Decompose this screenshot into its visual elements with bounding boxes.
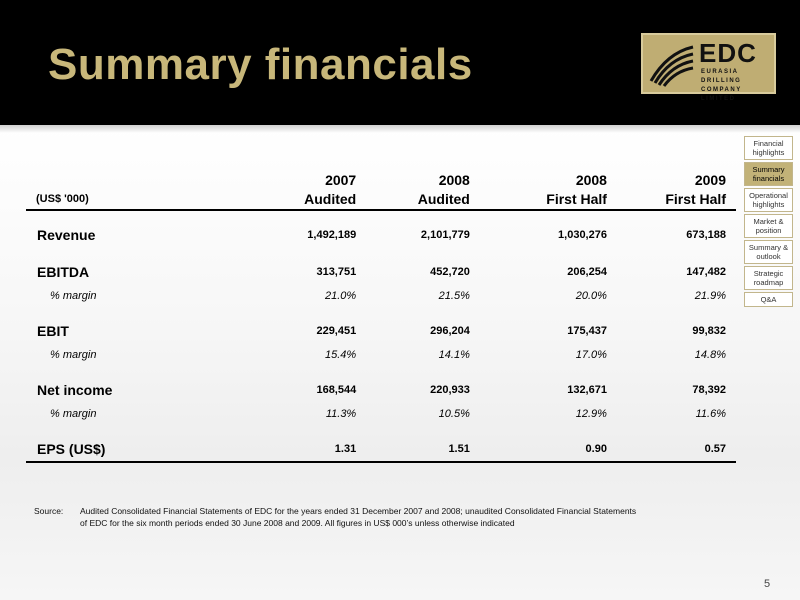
table-row-net-income <box>26 377 736 403</box>
column-year: 2007 <box>325 172 357 188</box>
table-header-years <box>26 168 736 188</box>
table-cell: 1.51 <box>356 436 470 462</box>
table-row-net-margin <box>26 403 736 425</box>
nav-item-strategic-roadmap[interactable]: Strategic roadmap <box>744 266 793 290</box>
source-text: Audited Consolidated Financial Statements of EDC for the years ended 31 December 2007 and 2008; unaudited Consolidated Financial Statements of EDC for the six month periods ended 30 June 2008 and 2009. All figures in US$ 000’s unless otherwise indicated <box>80 506 637 528</box>
column-period: First Half <box>470 188 607 210</box>
nav-item-summary-outlook[interactable]: Summary & outlook <box>744 240 793 264</box>
column-year: 2008 <box>575 172 607 188</box>
table-row-ebitda-margin <box>26 285 736 307</box>
table-cell: 147,482 <box>686 266 726 278</box>
table-header-periods <box>26 188 736 210</box>
table-cell: 21.5% <box>438 290 470 302</box>
table-row-ebit <box>26 318 736 344</box>
nav-item-market-position[interactable]: Market & position <box>744 214 793 238</box>
table-cell: 229,451 <box>316 325 357 337</box>
table-row-ebit-margin <box>26 344 736 366</box>
table-cell: 21.0% <box>325 290 357 302</box>
table-cell: 220,933 <box>430 384 470 396</box>
table-cell: 206,254 <box>567 266 607 278</box>
logo-line-2: COMPANY LIMITED <box>701 87 742 102</box>
row-label: % margin <box>50 290 97 302</box>
table-row-ebitda <box>26 259 736 285</box>
table-cell: 673,188 <box>686 229 726 241</box>
table-cell: 20.0% <box>575 290 607 302</box>
page-title: Summary financials <box>48 40 473 89</box>
edc-swoosh-icon <box>647 43 697 87</box>
table-cell: 10.5% <box>438 408 470 420</box>
section-nav <box>744 136 793 309</box>
logo-line-1: EURASIA DRILLING <box>701 69 742 84</box>
table-cell: 14.1% <box>438 349 470 361</box>
row-label: Net income <box>37 382 113 398</box>
nav-item-operational-highlights[interactable]: Operational highlights <box>744 188 793 212</box>
table-cell: 452,720 <box>430 266 470 278</box>
table-cell: 1,492,189 <box>307 229 357 241</box>
row-label: EPS (US$) <box>26 436 243 462</box>
page-number: 5 <box>764 578 771 590</box>
row-label: Revenue <box>37 227 96 243</box>
table-cell: 14.8% <box>694 349 726 361</box>
table-cell: 0.90 <box>470 436 607 462</box>
row-label: EBIT <box>37 323 69 339</box>
table-cell: 11.3% <box>325 408 357 420</box>
row-label: EBITDA <box>37 264 90 280</box>
header-bar <box>0 0 800 125</box>
table-cell: 0.57 <box>607 436 736 462</box>
unit-label: (US$ '000) <box>26 188 243 210</box>
column-period: First Half <box>607 188 736 210</box>
column-period: Audited <box>243 188 357 210</box>
table-row-revenue <box>26 222 736 248</box>
nav-item-qa[interactable]: Q&A <box>744 292 793 307</box>
row-label: % margin <box>50 349 97 361</box>
column-year: 2008 <box>438 172 470 188</box>
table-cell: 15.4% <box>325 349 357 361</box>
table-cell: 99,832 <box>692 325 726 337</box>
column-year: 2009 <box>694 172 726 188</box>
header-empty-cell <box>26 168 243 188</box>
column-period: Audited <box>356 188 470 210</box>
table-cell: 168,544 <box>316 384 357 396</box>
table-cell: 1,030,276 <box>558 229 607 241</box>
nav-item-summary-financials[interactable]: Summary financials <box>744 162 793 186</box>
nav-item-financial-highlights[interactable]: Financial highlights <box>744 136 793 160</box>
table-cell: 296,204 <box>430 325 470 337</box>
table-cell: 2,101,779 <box>420 229 470 241</box>
logo-name: EDC <box>699 38 757 68</box>
table-cell: 11.6% <box>695 408 726 420</box>
company-logo <box>641 33 776 102</box>
table-cell: 132,671 <box>567 384 607 396</box>
table-cell: 313,751 <box>316 266 357 278</box>
table-cell: 175,437 <box>567 325 607 337</box>
row-label: % margin <box>50 408 97 420</box>
source-label: Source: <box>34 506 64 516</box>
table-cell: 1.31 <box>243 436 357 462</box>
table-cell: 17.0% <box>575 349 607 361</box>
logo-subtitle <box>701 68 774 104</box>
table-row-eps <box>26 436 736 462</box>
table-cell: 21.9% <box>694 290 726 302</box>
table-cell: 12.9% <box>575 408 607 420</box>
table-cell: 78,392 <box>692 384 726 396</box>
financials-table <box>26 168 736 463</box>
